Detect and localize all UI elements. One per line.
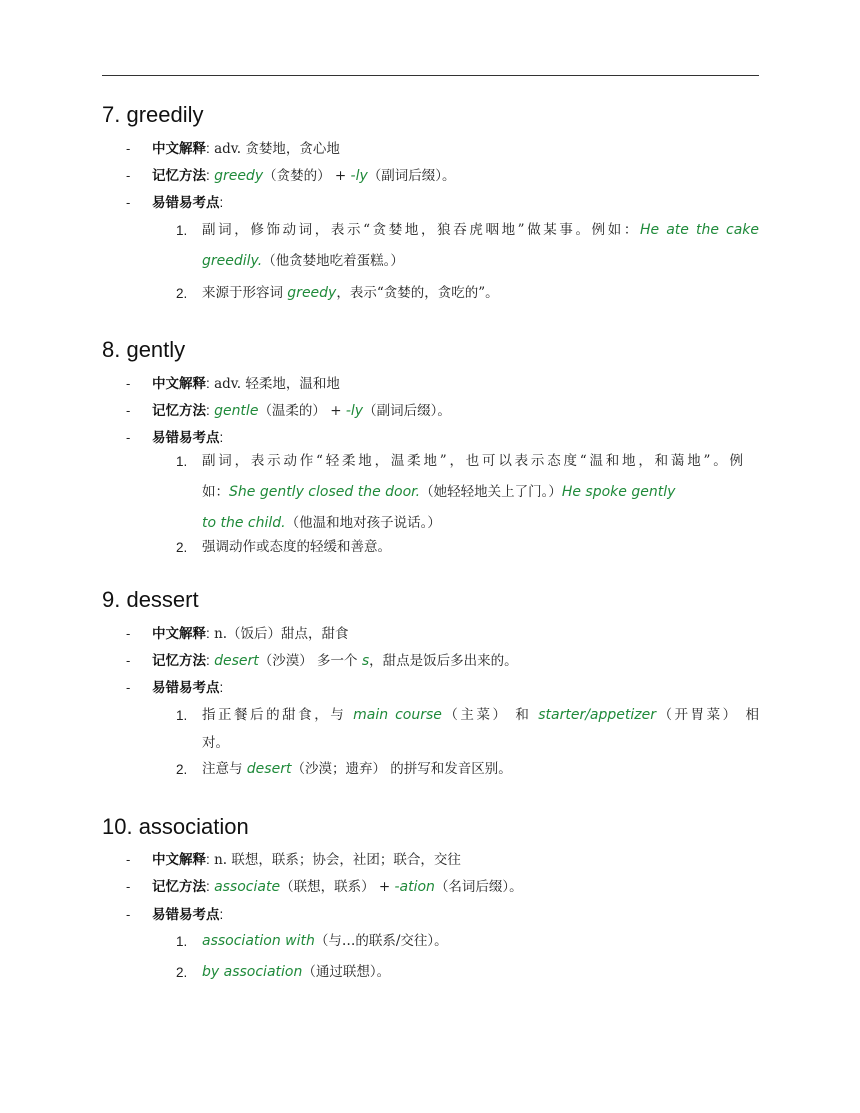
memory-suffix: -ly xyxy=(345,403,364,419)
pitfalls-row: - 易错易考点: xyxy=(0,193,760,213)
memory-label: 记忆方法 xyxy=(152,879,206,894)
pitfalls-label: 易错易考点 xyxy=(152,430,220,445)
bullet-dash: - xyxy=(126,852,131,867)
memory-row: - 记忆方法: gentle（温柔的） + -ly（副词后缀）。 xyxy=(126,403,451,419)
meaning-text: adv. 贪婪地，贪心地 xyxy=(214,141,340,157)
memory-label: 记忆方法 xyxy=(152,403,206,418)
pitfalls-row: - 易错易考点: xyxy=(0,905,760,925)
meaning-label: 中文解释 xyxy=(152,626,206,641)
memory-word: desert xyxy=(214,653,259,669)
memory-label: 记忆方法 xyxy=(152,653,206,668)
example-sentence: He spoke gently xyxy=(561,484,676,500)
bullet-dash: - xyxy=(126,680,131,695)
meaning-row: - 中文解释: n. 联想，联系；协会，社团；联合，交往 xyxy=(126,852,461,868)
memory-word: associate xyxy=(214,879,281,895)
meaning-label: 中文解释 xyxy=(152,376,206,391)
pitfalls-label: 易错易考点 xyxy=(152,907,220,922)
meaning-row: - 中文解释: adv. 贪婪地，贪心地 xyxy=(126,141,340,157)
entry-heading: 10. association xyxy=(102,814,249,839)
bullet-dash: - xyxy=(126,376,131,391)
memory-row: - 记忆方法: greedy（贪婪的） + -ly（副词后缀）。 xyxy=(126,168,456,184)
memory-row: - 记忆方法: associate（联想，联系） + -ation（名词后缀）。 xyxy=(126,879,523,895)
meaning-row: - 中文解释: adv. 轻柔地，温和地 xyxy=(126,376,340,392)
bullet-dash: - xyxy=(126,907,131,922)
meaning-label: 中文解释 xyxy=(152,141,206,156)
pitfalls-row: - 易错易考点: xyxy=(0,678,760,698)
entry-heading: 9. dessert xyxy=(102,587,199,612)
meaning-text: adv. 轻柔地，温和地 xyxy=(214,376,340,392)
entry-heading: 8. gently xyxy=(102,337,186,362)
meaning-text: n.（饭后）甜点，甜食 xyxy=(214,626,349,642)
memory-row: - 记忆方法: desert（沙漠） 多一个 s，甜点是饭后多出来的。 xyxy=(126,653,518,669)
bullet-dash: - xyxy=(126,879,131,894)
example-sentence: He ate the cake xyxy=(640,222,759,238)
memory-word: gentle xyxy=(214,403,259,419)
entry-heading: 7. greedily xyxy=(102,102,204,127)
memory-suffix: -ation xyxy=(394,879,435,895)
bullet-dash: - xyxy=(126,141,131,156)
bullet-dash: - xyxy=(126,168,131,183)
memory-suffix: s xyxy=(361,653,370,669)
memory-suffix: -ly xyxy=(350,168,368,184)
bullet-dash: - xyxy=(126,403,131,418)
bullet-dash: - xyxy=(126,626,131,641)
pitfalls-row: - 易错易考点: xyxy=(0,428,760,448)
bullet-dash: - xyxy=(126,430,131,445)
meaning-row: - 中文解释: n.（饭后）甜点，甜食 xyxy=(126,626,349,642)
top-rule xyxy=(102,75,759,76)
bullet-dash: - xyxy=(126,195,131,210)
example-sentence: She gently closed the door. xyxy=(229,484,421,500)
memory-label: 记忆方法 xyxy=(152,168,206,183)
pitfalls-label: 易错易考点 xyxy=(152,195,220,210)
bullet-dash: - xyxy=(126,653,131,668)
pitfalls-label: 易错易考点 xyxy=(152,680,220,695)
memory-word: greedy xyxy=(214,168,264,184)
meaning-text: n. 联想，联系；协会，社团；联合，交往 xyxy=(214,852,461,868)
meaning-label: 中文解释 xyxy=(152,852,206,867)
